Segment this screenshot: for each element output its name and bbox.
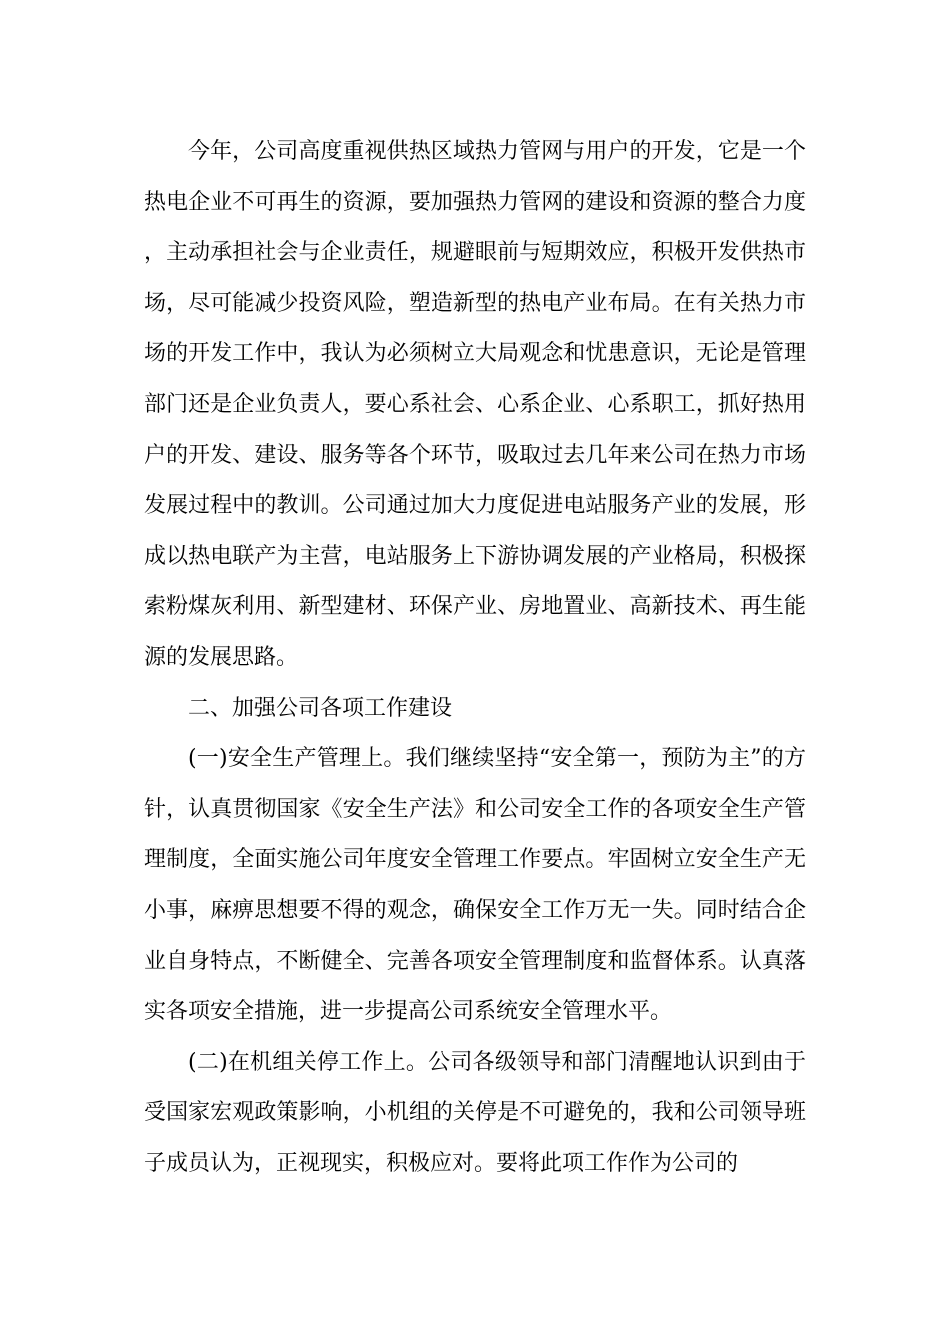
paragraph-heat-market: 今年，公司高度重视供热区域热力管网与用户的开发，它是一个热电企业不可再生的资源，要加强热力管网的建设和资源的整合力度，主动承担社会与企业责任，规避眼前与短期效应，积极开发供热市场，尽可能减少投资风险，塑造新型的热电产业布局。在有关热力市场的开发工作中，我认为必须树立大局观念和忧患意识，无论是管理部门还是企业负责人，要心系社会、心系企业、心系职工，抓好热用户的开发、建设、服务等各个环节，吸取过去几年来公司在热力市场发展过程中的教训。公司通过加大力度促进电站服务产业的发展，形成以热电联产为主营，电站服务上下游协调发展的产业格局，积极探索粉煤灰利用、新型建材、环保产业、房地置业、高新技术、再生能源的发展思路。 (144, 139, 806, 670)
paragraph-unit-shutdown: (二)在机组关停工作上。公司各级领导和部门清醒地认识到由于受国家宏观政策影响，小机组的关停是不可避免的，我和公司领导班子成员认为，正视现实，积极应对。要将此项工作作为公司的 (144, 1049, 806, 1176)
document-body (144, 127, 806, 1189)
paragraph-safety-management: (一)安全生产管理上。我们继续坚持“安全第一，预防为主”的方针，认真贯彻国家《安全生产法》和公司安全工作的各项安全生产管理制度，全面实施公司年度安全管理工作要点。牢固树立安全生产无小事，麻痹思想要不得的观念，确保安全工作万无一失。同时结合企业自身特点，不断健全、完善各项安全管理制度和监督体系。认真落实各项安全措施，进一步提高公司系统安全管理水平。 (144, 746, 806, 1025)
section-heading: 二、加强公司各项工作建设 (188, 695, 453, 721)
